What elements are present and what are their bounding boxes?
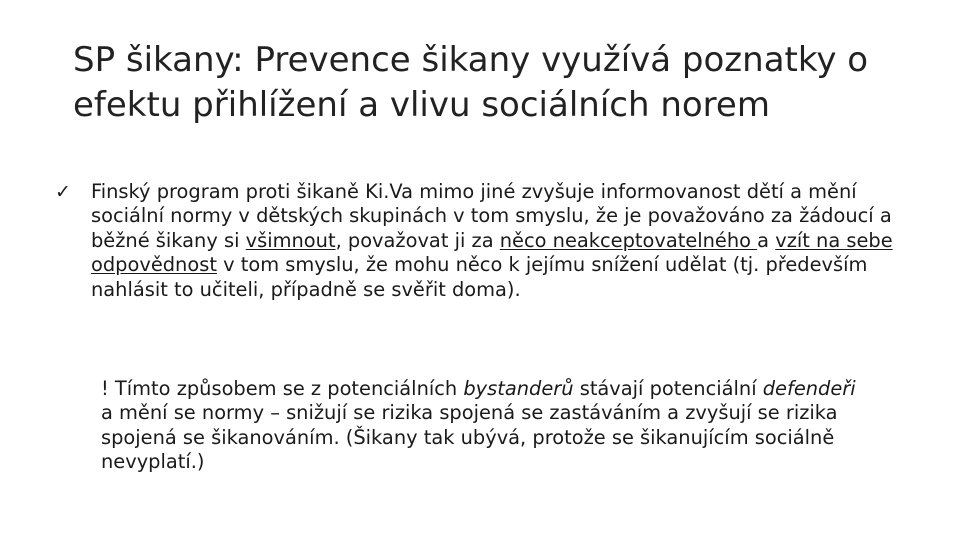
note-text-part: stávají potenciální bbox=[573, 377, 763, 400]
underlined-phrase-responsibility: vzít na sebe odpovědnost bbox=[91, 228, 893, 277]
bullet-text-part: , považovat ji za bbox=[335, 228, 500, 252]
bullet-text-part: a bbox=[757, 228, 776, 252]
note-paragraph bbox=[101, 377, 861, 475]
italic-term-bystanders: bystanderů bbox=[463, 377, 574, 400]
bullet-text bbox=[55, 180, 893, 302]
note-text-part: ! Tímto způsobem se z potenciálních bbox=[101, 377, 464, 400]
checkmark-icon: ✓ bbox=[55, 181, 71, 203]
italic-term-defenders: defendeři bbox=[762, 377, 856, 400]
bullet-text-part: v tom smyslu, že mohu něco k jejímu snížení udělat (tj. především nahlásit to učiteli, případně se svěřit doma). bbox=[91, 253, 868, 301]
note-text-part: a mění se normy – snižují se rizika spojená se zastáváním a zvyšují se rizika spojená se šikanováním. (Šikany tak ubývá, protože se šikanujícím sociálně nevyplatí.) bbox=[101, 401, 838, 474]
bullet-text-part: Finský program proti šikaně Ki.Va mimo jiné zvyšuje informovanost dětí a mění sociální normy v dětských skupinách v tom smyslu, že je považováno za žádoucí a běžné šikany si bbox=[91, 180, 892, 252]
underlined-phrase-unacceptable: něco neakceptovatelného bbox=[499, 228, 758, 252]
bullet-point bbox=[55, 180, 893, 302]
underlined-phrase-notice: všimnout bbox=[245, 228, 336, 252]
slide-title: SP šikany: Prevence šikany využívá poznatky o efektu přihlížení a vlivu sociálních norem bbox=[73, 40, 869, 125]
